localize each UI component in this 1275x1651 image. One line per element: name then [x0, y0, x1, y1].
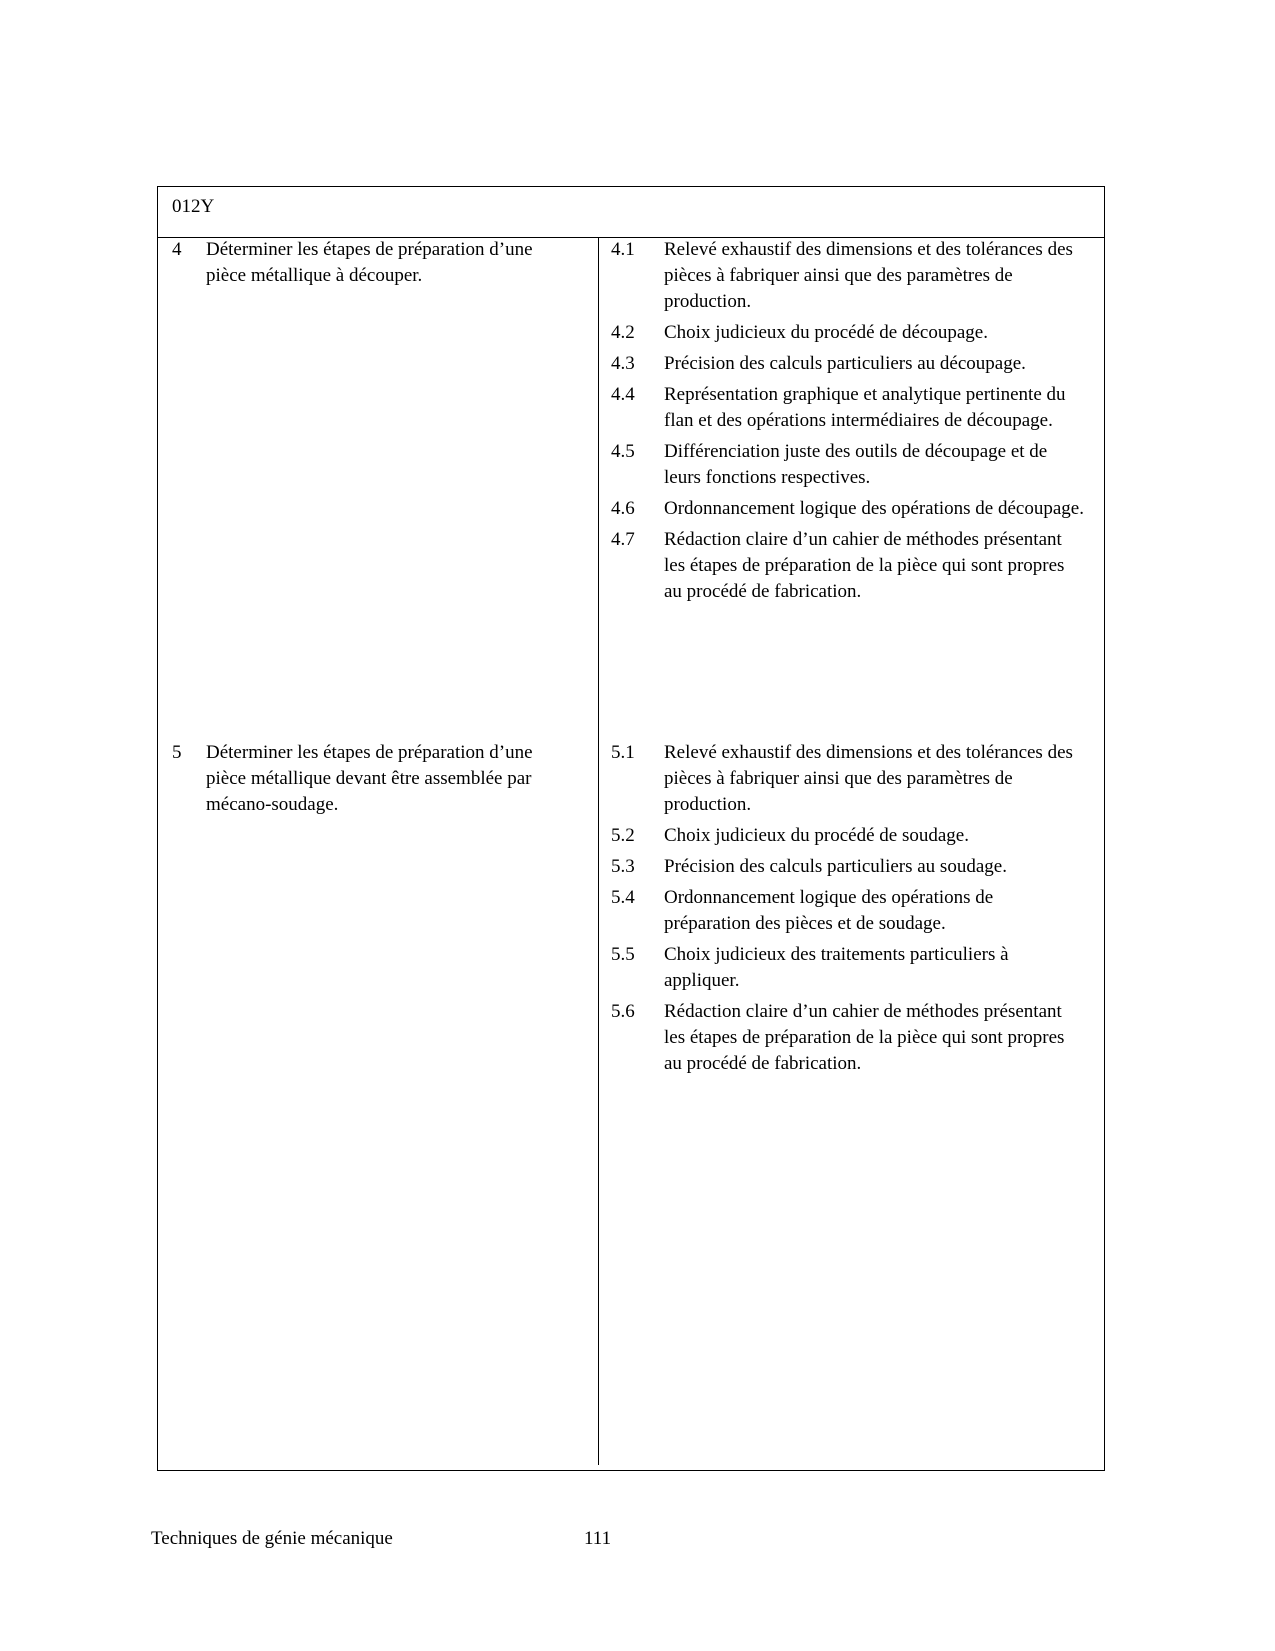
criterion-number: 5.1 — [611, 742, 635, 763]
criterion-item — [611, 439, 1091, 491]
objective — [172, 740, 592, 818]
criterion-text: Précision des calculs particuliers au découpage. — [664, 353, 1026, 374]
criterion-item — [611, 854, 1091, 880]
criterion-text: Choix judicieux du procédé de découpage. — [664, 322, 988, 343]
page-number: 111 — [584, 1528, 612, 1549]
objective-number: 5 — [172, 742, 182, 763]
criterion-text: Rédaction claire d’un cahier de méthodes présentant les étapes de préparation de la pièce qui sont propres au procédé de fabrication. — [664, 529, 1065, 602]
criterion-text: Précision des calculs particuliers au soudage. — [664, 856, 1007, 877]
criterion-number: 5.5 — [611, 944, 635, 965]
criterion-item — [611, 823, 1091, 849]
criterion-number: 4.3 — [611, 353, 635, 374]
criterion-item — [611, 320, 1091, 346]
criterion-text: Ordonnancement logique des opérations de découpage. — [664, 498, 1084, 519]
criterion-number: 4.6 — [611, 498, 635, 519]
criterion-number: 5.2 — [611, 825, 635, 846]
criterion-item — [611, 740, 1091, 818]
criterion-item — [611, 382, 1091, 434]
criteria-list — [611, 237, 1091, 610]
criterion-item — [611, 942, 1091, 994]
criterion-number: 4.7 — [611, 529, 635, 550]
criterion-text: Représentation graphique et analytique pertinente du flan et des opérations intermédiaires de découpage. — [664, 384, 1066, 431]
criterion-item — [611, 527, 1091, 605]
objective-text: Déterminer les étapes de préparation d’une pièce métallique à découper. — [206, 239, 533, 286]
objective-number: 4 — [172, 239, 182, 260]
criterion-text: Choix judicieux du procédé de soudage. — [664, 825, 969, 846]
competency-table — [157, 186, 1105, 1471]
criterion-text: Ordonnancement logique des opérations de préparation des pièces et de soudage. — [664, 887, 994, 934]
column-divider — [598, 237, 599, 1465]
criterion-number: 5.3 — [611, 856, 635, 877]
objective — [172, 237, 592, 289]
criterion-number: 4.5 — [611, 441, 635, 462]
criterion-text: Relevé exhaustif des dimensions et des tolérances des pièces à fabriquer ainsi que des paramètres de production. — [664, 239, 1073, 312]
table-header — [158, 187, 1104, 238]
criterion-item — [611, 885, 1091, 937]
competency-code: 012Y — [172, 196, 215, 217]
criterion-text: Rédaction claire d’un cahier de méthodes présentant les étapes de préparation de la pièce qui sont propres au procédé de fabrication. — [664, 1001, 1065, 1074]
objective-text: Déterminer les étapes de préparation d’une pièce métallique devant être assemblée par mécano-soudage. — [206, 742, 533, 815]
criterion-number: 4.1 — [611, 239, 635, 260]
criterion-number: 4.2 — [611, 322, 635, 343]
criterion-item — [611, 237, 1091, 315]
criterion-item — [611, 351, 1091, 377]
criterion-text: Différenciation juste des outils de découpage et de leurs fonctions respectives. — [664, 441, 1048, 488]
criterion-item — [611, 999, 1091, 1077]
footer-program-title: Techniques de génie mécanique — [151, 1528, 393, 1549]
criterion-number: 4.4 — [611, 384, 635, 405]
criterion-text: Choix judicieux des traitements particuliers à appliquer. — [664, 944, 1009, 991]
criterion-number: 5.6 — [611, 1001, 635, 1022]
criterion-item — [611, 496, 1091, 522]
criterion-number: 5.4 — [611, 887, 635, 908]
criteria-list — [611, 740, 1091, 1082]
criterion-text: Relevé exhaustif des dimensions et des tolérances des pièces à fabriquer ainsi que des paramètres de production. — [664, 742, 1073, 815]
